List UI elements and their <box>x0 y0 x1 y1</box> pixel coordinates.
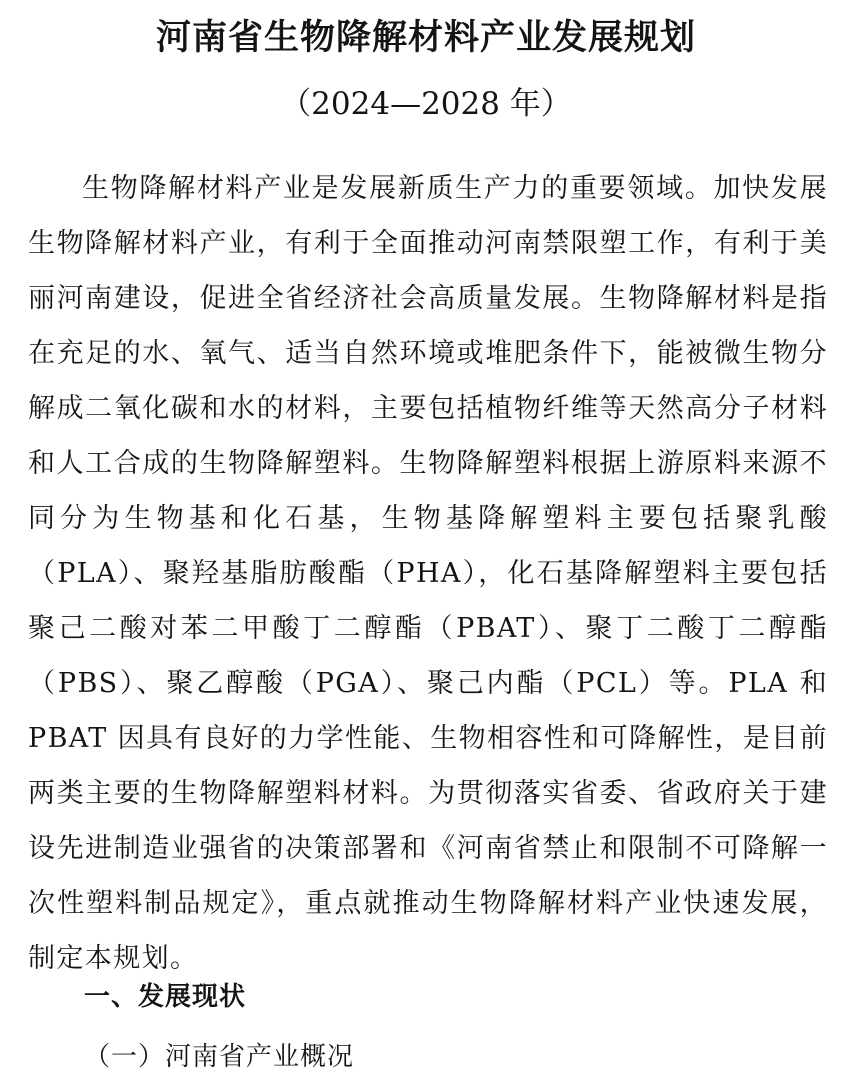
document-title: 河南省生物降解材料产业发展规划 <box>155 18 696 58</box>
section-heading: 一、发展现状 <box>84 982 247 1012</box>
intro-paragraph: 生物降解材料产业是发展新质生产力的重要领域。加快发展生物降解材料产业，有利于全面推动河南禁限塑工作，有利于美丽河南建设，促进全省经济社会高质量发展。生物降解材料是指在充足的水、氧气、适当自然环境或堆肥条件下，能被微生物分解成二氧化碳和水的材料，主要包括植物纤维等天然高分子材料和人工合成的生物降解塑料。生物降解塑料根据上游原料来源不同分为生物基和化石基，生物基降解塑料主要包括聚乳酸（PLA）、聚羟基脂肪酸酯（PHA），化石基降解塑料主要包括聚己二酸对苯二甲酸丁二醇酯（PBAT）、聚丁二酸丁二醇酯（PBS）、聚乙醇酸（PGA）、聚己内酯（PCL）等。PLA 和 PBAT 因具有良好的力学性能、生物相容性和可降解性，是目前两类主要的生物降解塑料材料。为贯彻落实省委、省政府关于建设先进制造业强省的决策部署和《河南省禁止和限制不可降解一次性塑料制品规定》，重点就推动生物降解材料产业快速发展，制定本规划。 <box>28 173 828 974</box>
subsection-heading: （一）河南省产业概况 <box>84 1042 355 1072</box>
document-subtitle: （2024—2028 年） <box>280 86 572 122</box>
